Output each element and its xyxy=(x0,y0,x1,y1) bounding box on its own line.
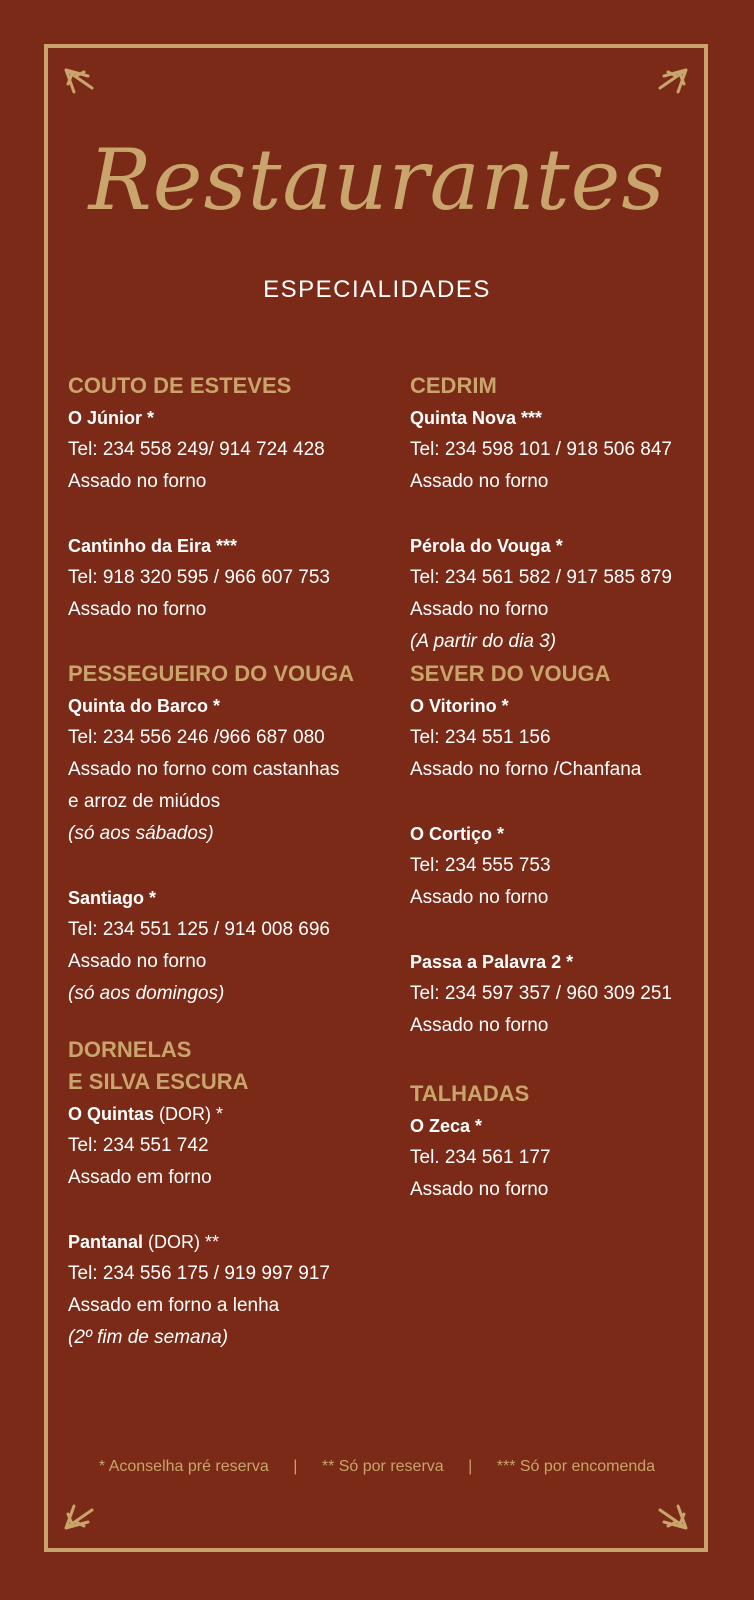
restaurant-name: Cantinho da Eira *** xyxy=(68,536,238,556)
region-heading: CEDRIM xyxy=(410,373,497,398)
restaurant-specialty: Assado no forno xyxy=(410,1179,549,1200)
region-heading: SEVER DO VOUGA xyxy=(410,661,611,686)
restaurant-entry xyxy=(410,1110,710,1206)
restaurant-specialty: Assado no forno xyxy=(68,599,207,620)
restaurant-specialty: Assado no forno xyxy=(68,471,207,492)
right-column xyxy=(410,370,710,1206)
restaurant-phone: Tel: 234 556 246 /966 687 080 xyxy=(68,727,325,748)
restaurant-name-text: O Quintas xyxy=(68,1104,155,1124)
restaurant-specialty: Assado no forno com castanhas xyxy=(68,759,340,780)
restaurant-name xyxy=(68,1098,398,1130)
restaurant-name: O Vitorino * xyxy=(410,696,509,716)
restaurant-phone: Tel: 234 551 742 xyxy=(68,1135,209,1156)
restaurant-note: (só aos sábados) xyxy=(68,823,214,844)
restaurant-note: (A partir do dia 3) xyxy=(410,631,557,652)
page-title: Restaurantes xyxy=(88,131,666,229)
restaurant-name: Pérola do Vouga * xyxy=(410,536,563,556)
restaurant-name: Quinta Nova *** xyxy=(410,408,543,428)
restaurant-name-text: Pantanal xyxy=(68,1232,144,1252)
restaurant-specialty: Assado no forno xyxy=(68,951,207,972)
region-heading: TALHADAS xyxy=(410,1081,530,1106)
legend-item: * Aconselha pré reserva xyxy=(98,1458,269,1475)
restaurant-phone: Tel: 234 597 357 / 960 309 251 xyxy=(410,983,673,1004)
restaurant-name: O Júnior * xyxy=(68,408,155,428)
region-heading xyxy=(68,1034,398,1098)
restaurant-name: Passa a Palavra 2 * xyxy=(410,952,574,972)
restaurant-entry xyxy=(68,882,398,1010)
restaurant-entry xyxy=(68,690,398,850)
restaurant-phone: Tel: 234 556 175 / 919 997 917 xyxy=(68,1263,331,1284)
restaurant-entry xyxy=(68,1098,398,1194)
region-heading: COUTO DE ESTEVES xyxy=(68,373,292,398)
legend-separator: | xyxy=(293,1458,298,1475)
restaurant-name: O Zeca * xyxy=(410,1116,483,1136)
restaurant-entry xyxy=(410,402,710,498)
region-heading-line: DORNELAS xyxy=(68,1037,192,1062)
restaurant-phone: Tel: 234 555 753 xyxy=(410,855,551,876)
restaurant-note: (só aos domingos) xyxy=(68,983,225,1004)
restaurant-specialty: Assado no forno /Chanfana xyxy=(410,759,642,780)
restaurant-entry xyxy=(410,530,710,658)
restaurant-specialty: Assado em forno xyxy=(68,1167,212,1188)
restaurant-specialty: Assado no forno xyxy=(410,471,549,492)
restaurant-name: Santiago * xyxy=(68,888,157,908)
restaurant-entry xyxy=(68,402,398,498)
footer-legend xyxy=(0,1458,754,1476)
legend-item: *** Só por encomenda xyxy=(496,1458,656,1475)
restaurant-phone: Tel: 234 551 125 / 914 008 696 xyxy=(68,919,331,940)
corner-ornament-icon xyxy=(654,1496,690,1532)
restaurant-entry xyxy=(410,946,710,1042)
restaurant-entry xyxy=(410,818,710,914)
restaurant-phone: Tel. 234 561 177 xyxy=(410,1147,551,1168)
restaurant-phone: Tel: 234 598 101 / 918 506 847 xyxy=(410,439,673,460)
restaurant-entry xyxy=(410,690,710,786)
page-subtitle: ESPECIALIDADES xyxy=(263,276,491,303)
restaurant-phone: Tel: 918 320 595 / 966 607 753 xyxy=(68,567,331,588)
restaurant-name xyxy=(68,1226,398,1258)
restaurant-phone: Tel: 234 551 156 xyxy=(410,727,551,748)
restaurant-entry xyxy=(68,1226,398,1354)
restaurant-specialty: e arroz de miúdos xyxy=(68,791,221,812)
restaurant-name-suffix: (DOR) ** xyxy=(148,1232,220,1252)
left-column xyxy=(68,370,398,1354)
corner-ornament-icon xyxy=(62,1496,98,1532)
restaurant-specialty: Assado no forno xyxy=(410,599,549,620)
restaurant-note: (2º fim de semana) xyxy=(68,1327,229,1348)
legend-item: ** Só por reserva xyxy=(321,1458,444,1475)
restaurant-specialty: Assado no forno xyxy=(410,1015,549,1036)
corner-ornament-icon xyxy=(62,66,98,102)
region-heading-line: E SILVA ESCURA xyxy=(68,1069,249,1094)
region-heading: PESSEGUEIRO DO VOUGA xyxy=(68,661,355,686)
restaurant-name: O Cortiço * xyxy=(410,824,505,844)
restaurant-name: Quinta do Barco * xyxy=(68,696,221,716)
corner-ornament-icon xyxy=(654,66,690,102)
restaurant-entry xyxy=(68,530,398,626)
restaurant-name-suffix: (DOR) * xyxy=(159,1104,224,1124)
restaurant-phone: Tel: 234 558 249/ 914 724 428 xyxy=(68,439,325,460)
legend-separator: | xyxy=(468,1458,473,1475)
restaurant-phone: Tel: 234 561 582 / 917 585 879 xyxy=(410,567,673,588)
restaurant-specialty: Assado no forno xyxy=(410,887,549,908)
restaurant-specialty: Assado em forno a lenha xyxy=(68,1295,280,1316)
